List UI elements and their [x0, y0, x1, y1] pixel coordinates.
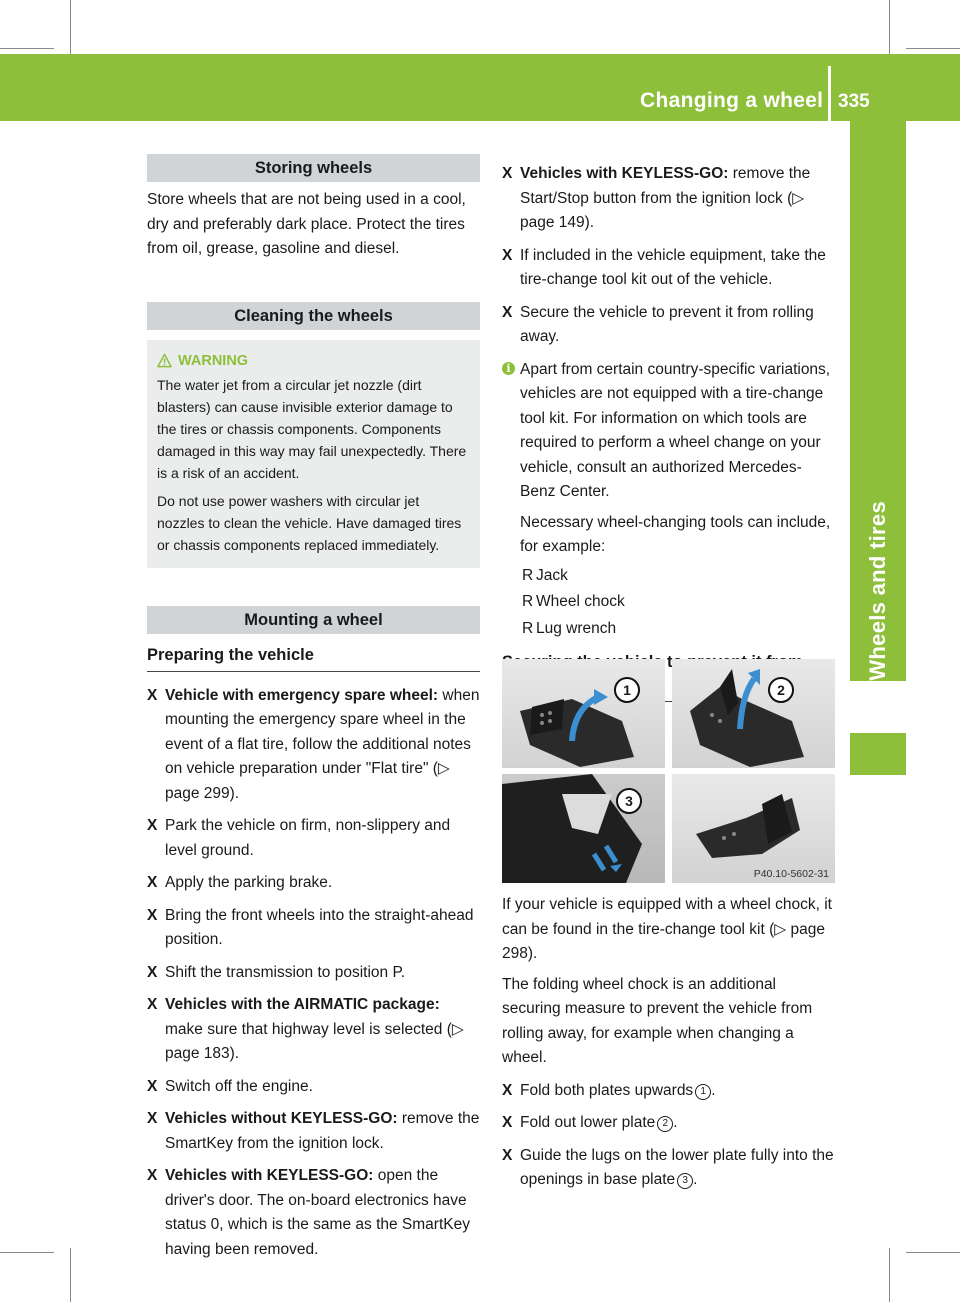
wheel-chock-illustration-2: [672, 659, 835, 768]
tool-name: Jack: [536, 566, 568, 584]
step-condition: Vehicles with KEYLESS-GO:: [520, 165, 729, 182]
warning-text-1: The water jet from a circular jet nozzle (dirt blasters) can cause invisible exterior damage to the tires or chassis components. Components damaged in this way may fail unexpectedly. There is a risk of an accident.: [157, 376, 467, 481]
info-note: [502, 358, 835, 642]
chock-steps: [502, 1079, 835, 1193]
wheel-chock-illustration-1: [502, 659, 665, 768]
step-marker-icon: X: [147, 1077, 158, 1095]
figure-panel-2: [672, 659, 835, 768]
left-column: [147, 154, 480, 1262]
continued-steps: [502, 162, 835, 350]
step-marker-icon: X: [502, 303, 513, 321]
instruction-step: X Fold out lower plate 2 .: [502, 1111, 835, 1136]
step-text: Switch off the engine.: [165, 1077, 313, 1095]
crop-mark: [889, 0, 890, 54]
info-text-1: Apart from certain country-specific variations, vehicles are not equipped with a tire-change tool kit. For information on which tools are required to perform a wheel change on your vehicle, consult an authorized Mercedes-Benz Center.: [520, 360, 831, 500]
step-condition: Vehicles with the AIRMATIC package:: [165, 996, 440, 1013]
step-condition: Vehicle with emergency spare wheel:: [165, 686, 439, 704]
crop-mark: [0, 1252, 54, 1253]
step-marker-icon: X: [147, 963, 158, 981]
step-text: Bring the front wheels into the straight-ahead position.: [165, 906, 474, 948]
warning-title: [157, 350, 470, 372]
wheel-chock-figure: [502, 659, 835, 883]
chock-text-1: If your vehicle is equipped with a wheel chock, it can be found in the tire-change tool kit (▷ page 298).: [502, 896, 832, 962]
instruction-step: [147, 684, 480, 807]
step-text: Fold out lower plate: [520, 1114, 656, 1131]
crop-mark: [70, 1248, 71, 1302]
storing-text: Store wheels that are not being used in a cool, dry and preferably dark place. Protect the tires from oil, grease, gasoline and diesel.: [147, 191, 466, 257]
instruction-step: X Guide the lugs on the lower plate fully into the openings in base plate 3 .: [502, 1144, 835, 1193]
header-separator: [828, 66, 831, 121]
figure-panel-4: [672, 774, 835, 883]
section-heading-storing: Storing wheels: [147, 154, 480, 182]
figure-panel-3: [502, 774, 665, 883]
tool-list-item: [520, 590, 835, 615]
tool-name: Lug wrench: [536, 619, 617, 637]
callout-1: 1: [614, 677, 640, 703]
instruction-step: [147, 1164, 480, 1262]
step-marker-icon: X: [502, 1146, 513, 1164]
wheel-chock-illustration-3: [502, 774, 665, 883]
instruction-step: [502, 162, 835, 236]
step-marker-icon: X: [502, 165, 513, 182]
step-text: Fold both plates upwards: [520, 1081, 694, 1099]
chock-text-2: The folding wheel chock is an additional securing measure to prevent the vehicle from rolling away, for example when changing a wheel.: [502, 975, 813, 1066]
instruction-step: [147, 1075, 480, 1100]
subheading-preparing: Preparing the vehicle: [147, 644, 480, 672]
page-number: 335: [838, 91, 870, 112]
step-marker-icon: X: [147, 686, 158, 704]
warning-label: WARNING: [178, 352, 249, 369]
callout-reference: 3: [677, 1173, 693, 1189]
info-icon: i: [502, 362, 515, 375]
step-marker-icon: X: [147, 996, 158, 1013]
step-condition: Vehicles with KEYLESS-GO:: [165, 1167, 374, 1184]
figure-panel-1: [502, 659, 665, 768]
instruction-step: [147, 904, 480, 953]
crop-mark: [889, 1248, 890, 1302]
preparing-steps: [147, 684, 480, 1263]
step-text: when mounting the emergency spare wheel in the event of a flat tire, follow the additional notes on vehicle preparation under "Flat tire" (▷ page 299).: [165, 686, 480, 802]
step-condition: Vehicles without KEYLESS-GO:: [165, 1110, 398, 1127]
step-marker-icon: X: [147, 1167, 158, 1184]
chapter-title: Changing a wheel: [640, 89, 824, 112]
instruction-step: [147, 993, 480, 1067]
step-marker-icon: X: [502, 1081, 513, 1099]
step-text: Secure the vehicle to prevent it from rolling away.: [520, 303, 814, 345]
instruction-step: [147, 1107, 480, 1156]
instruction-step: [147, 961, 480, 986]
info-text-2: Necessary wheel-changing tools can include, for example:: [520, 513, 831, 555]
bullet-icon: R: [522, 593, 534, 610]
instruction-step: [502, 301, 835, 350]
right-column: [502, 154, 835, 702]
crop-mark: [70, 0, 71, 54]
bullet-icon: R: [522, 619, 534, 637]
instruction-step: [147, 814, 480, 863]
step-text: If included in the vehicle equipment, take the tire-change tool kit out of the vehicle.: [520, 246, 826, 288]
step-marker-icon: X: [502, 1114, 513, 1131]
step-marker-icon: X: [147, 1110, 158, 1127]
instruction-step: [147, 871, 480, 896]
step-text: Apply the parking brake.: [165, 874, 333, 891]
section-heading-cleaning: Cleaning the wheels: [147, 302, 480, 330]
instruction-step: X Fold both plates upwards 1 .: [502, 1079, 835, 1104]
instruction-step: [502, 244, 835, 293]
tool-list-item: [520, 564, 835, 589]
step-text: remove the SmartKey from the ignition lock.: [165, 1110, 480, 1152]
callout-reference: 2: [657, 1116, 673, 1132]
side-tab-text: Wheels and tires: [865, 501, 890, 681]
step-marker-icon: X: [147, 817, 158, 834]
step-marker-icon: X: [147, 874, 158, 891]
tool-list-item: [520, 617, 835, 642]
step-text: make sure that highway level is selected (▷ page 183).: [165, 1020, 464, 1062]
wheel-chock-illustration-4: [672, 774, 835, 883]
warning-box: [147, 340, 480, 568]
callout-3: 3: [616, 788, 642, 814]
step-text: remove the Start/Stop button from the ignition lock (▷ page 149).: [520, 165, 811, 231]
step-text: Guide the lugs on the lower plate fully into the openings in base plate: [520, 1146, 834, 1188]
right-column-lower: [502, 893, 835, 1193]
crop-mark: [0, 48, 54, 49]
section-heading-mounting: Mounting a wheel: [147, 606, 480, 634]
step-text: open the driver's door. The on-board electronics have status 0, which is the same as the SmartKey having been removed.: [165, 1167, 470, 1258]
tools-list: [520, 564, 835, 642]
figure-code: P40.10-5602-31: [753, 868, 829, 880]
callout-reference: 1: [695, 1084, 711, 1100]
bullet-icon: R: [522, 566, 534, 584]
crop-mark: [906, 1252, 960, 1253]
callout-2: 2: [768, 677, 794, 703]
tool-name: Wheel chock: [536, 593, 625, 610]
step-text: Shift the transmission to position P.: [165, 963, 406, 981]
side-tab-marker: [850, 733, 906, 775]
warning-text-2: Do not use power washers with circular jet nozzles to clean the vehicle. Have damaged tires or chassis components replaced immediately.: [157, 492, 462, 553]
warning-triangle-icon: [157, 353, 172, 368]
step-text: Park the vehicle on firm, non-slippery and level ground.: [165, 817, 451, 859]
crop-mark: [906, 48, 960, 49]
step-marker-icon: X: [147, 906, 158, 924]
step-marker-icon: X: [502, 246, 513, 264]
side-tab-label: [850, 121, 906, 681]
